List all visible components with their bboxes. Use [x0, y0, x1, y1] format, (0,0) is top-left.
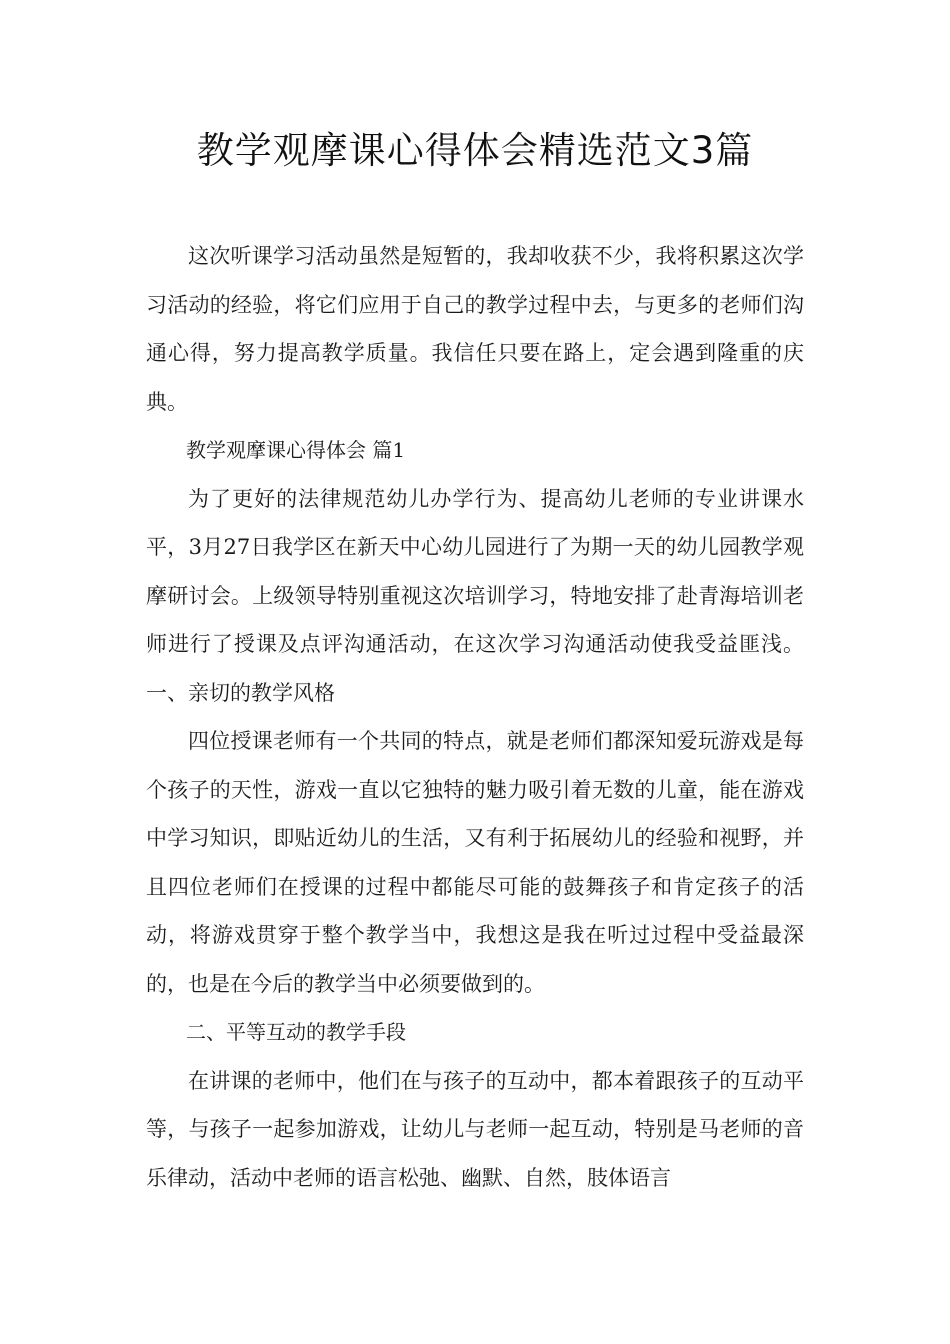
intro-paragraph: 这次听课学习活动虽然是短暂的，我却收获不少，我将积累这次学习活动的经验，将它们应用于自己的教学过程中去，与更多的老师们沟通心得，努力提高教学质量。我信任只要在路上，定会遇到隆重的庆典。 [146, 244, 804, 414]
section-heading-part-1: 教学观摩课心得体会 篇1 [186, 438, 406, 462]
document-body [146, 232, 804, 1202]
section-heading-interaction: 二、平等互动的教学手段 [186, 1020, 406, 1044]
body-paragraph: 在讲课的老师中，他们在与孩子的互动中，都本着跟孩子的互动平等，与孩子一起参加游戏，让幼儿与老师一起互动，特别是马老师的音乐律动，活动中老师的语言松弛、幽默、自然，肢体语言 [146, 1068, 804, 1190]
body-paragraph: 四位授课老师有一个共同的特点，就是老师们都深知爱玩游戏是每个孩子的天性，游戏一直以它独特的魅力吸引着无数的儿童，能在游戏中学习知识，即贴近幼儿的生活，又有利于拓展幼儿的经验和视野，并且四位老师们在授课的过程中都能尽可能的鼓舞孩子和肯定孩子的活动，将游戏贯穿于整个教学当中，我想这是我在听过过程中受益最深的，也是在今后的教学当中必须要做到的。 [146, 729, 804, 996]
body-paragraph: 为了更好的法律规范幼儿办学行为、提高幼儿老师的专业讲课水平，3月27日我学区在新天中心幼儿园进行了为期一天的幼儿园教学观摩研讨会。上级领导特别重视这次培训学习，特地安排了赴青海培训老师进行了授课及点评沟通活动，在这次学习沟通活动使我受益匪浅。一、亲切的教学风格 [146, 486, 804, 705]
document-title: 教学观摩课心得体会精选范文3篇 [196, 129, 754, 172]
